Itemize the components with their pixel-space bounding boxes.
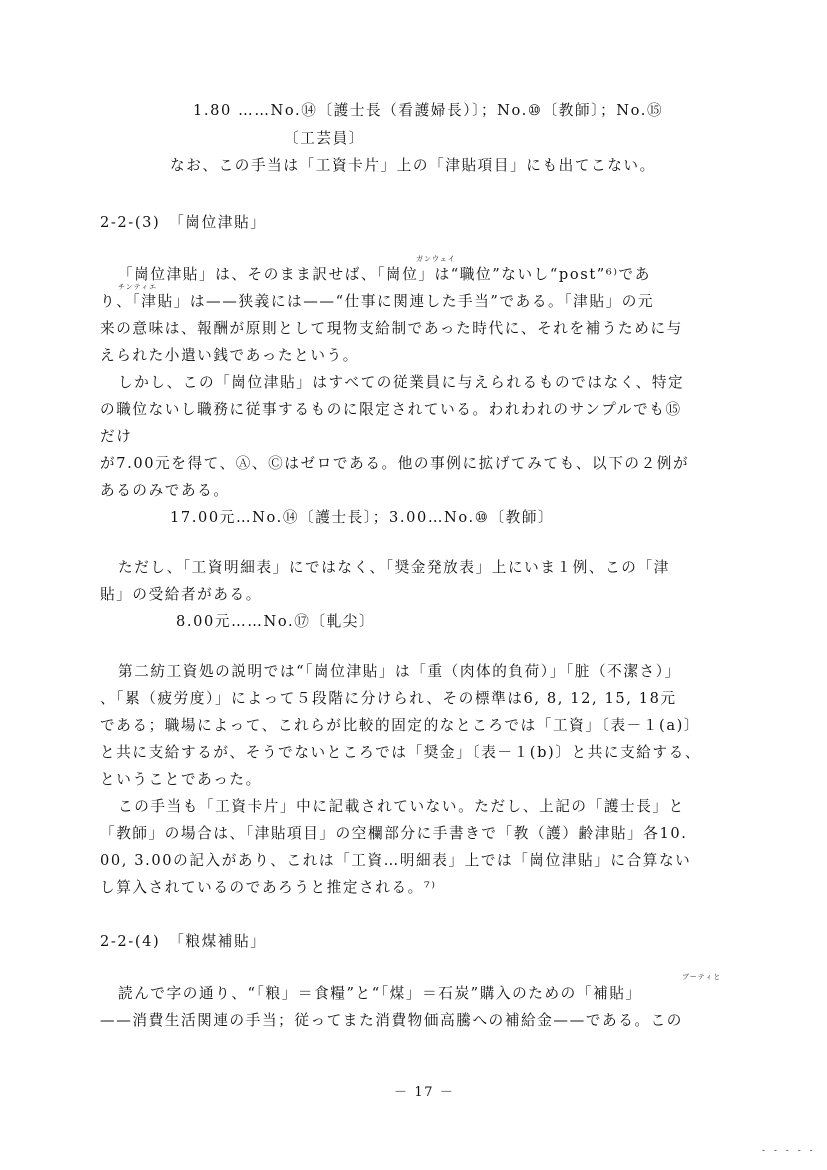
text-line: り、「津貼」は——狭義には——“仕事に関連した手当”である。「津貼」の元 (100, 293, 655, 310)
text-line: 来の意味は、報酬が原則として現物支給制であった時代に、それを補うために与 (100, 320, 683, 337)
section-heading: 2-2-(3) 「崗位津貼」 (100, 214, 267, 231)
text-line: 貼」の受給者がある。 (100, 586, 262, 603)
text-line: 17.00元…No.⑭〔護士長〕；3.00…No.⑩〔教師〕 (170, 509, 555, 526)
text-line: し算入されているのであろうと推定される。⁷⁾ (100, 879, 437, 896)
ruby-annotation: チンティエ (118, 283, 158, 291)
text-line: ——消費生活関連の手当；従ってまた消費物価高騰への補給金——である。この (100, 1012, 683, 1029)
text-line: ただし、「工資明細表」にではなく、「奨金発放表」上にいま１例、この「津 (118, 559, 670, 576)
text-line: 読んで字の通り、“「粮」＝食糧”と“「煤」＝石炭”購入のための「補貼」 (118, 985, 642, 1002)
text-line: と共に支給するが、そうでないところでは「奨金」〔表－１(b)〕と共に支給する、 (100, 744, 702, 761)
ruby-annotation: ブーティと (682, 973, 722, 981)
section-heading: 2-2-(4) 「粮煤補貼」 (100, 933, 267, 950)
text-line: が7.00元を得て、Ⓐ、Ⓒはゼロである。他の事例に拡げてみても、以下の２例が (100, 455, 690, 472)
text-line: 、「累（疲労度）」によって５段階に分けられ、その標準は6, 8, 12, 15, 18元 (100, 690, 677, 707)
text-line: なお、この手当は「工資卡片」上の「津貼項目」にも出てこない。 (170, 157, 656, 174)
text-line: 8.00元……No.⑰〔軋尖〕 (176, 613, 376, 630)
ruby-annotation: ガンウェイ (416, 255, 456, 263)
text-line: 「崗位津貼」は、そのまま訳せば、「崗位」は“職位”ないし“post”⁶⁾であ (118, 266, 651, 283)
scan-mark: - - - - - (762, 1146, 816, 1156)
text-line: あるのみである。 (100, 482, 230, 499)
text-line: だけ (100, 428, 133, 445)
page-number: － 17 － (394, 1085, 455, 1100)
text-line: 第二紡工資処の説明では“「崗位津貼」は「重（肉体的負荷）」「脏（不潔さ）」 (118, 663, 681, 680)
text-line: ということであった。 (100, 771, 262, 788)
text-line: えられた小遣い銭であったという。 (100, 347, 359, 364)
text-line: 「教師」の場合は、「津貼項目」の空欄部分に手書きで「教（護）齢津貼」各10. (100, 825, 688, 842)
text-line: の職位ないし職務に従事するものに限定されている。われわれのサンプルでも⑮ (100, 401, 682, 418)
text-line: 〔工芸員〕 (284, 130, 365, 147)
text-line: この手当も「工資卡片」中に記載されていない。ただし、上記の「護士長」と (118, 798, 685, 815)
text-line: である；職場によって、これらが比較的固定的なところでは「工資」〔表－１(a)〕 (100, 717, 701, 734)
text-line: しかし、この「崗位津貼」はすべての従業員に与えられるものではなく、特定 (118, 374, 685, 391)
text-line: 00, 3.00の記入があり、これは「工資…明細表」上では「崗位津貼」に合算ない (100, 852, 692, 869)
text-line: 1.80 ……No.⑭〔護士長（看護婦長）〕；No.⑩〔教師〕；No.⑮ (193, 102, 664, 119)
